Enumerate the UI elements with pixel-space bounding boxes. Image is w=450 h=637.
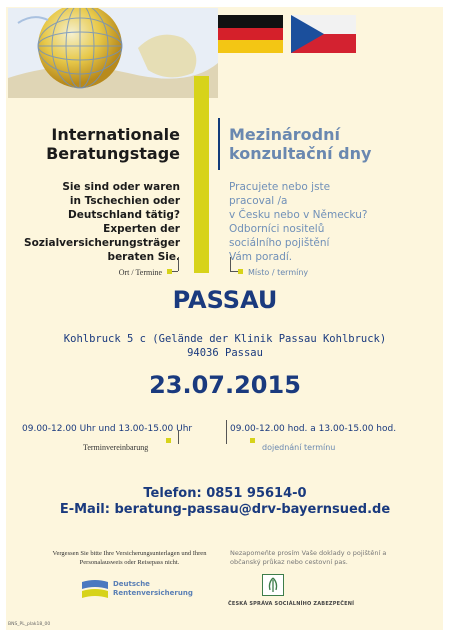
yellow-divider-bar xyxy=(194,76,209,273)
yellow-square-marker xyxy=(238,269,243,274)
yellow-square-marker xyxy=(166,438,171,443)
event-date: 23.07.2015 xyxy=(149,371,301,399)
footer-code: BNS_PL_plak18_00 xyxy=(8,622,51,627)
bracket-line xyxy=(230,271,238,272)
phone-number: Telefon: 0851 95614-0 xyxy=(143,486,307,501)
place-label-cz: Místo / termíny xyxy=(248,268,309,277)
czech-intro: Pracujete nebo jste pracoval /a v Česku nebo v Německu? Odborníci nositelů sociálního pojištění Vám poradí. xyxy=(229,181,368,263)
czech-flag-icon xyxy=(291,15,356,53)
email-address[interactable]: E-Mail: beratung-passau@drv-bayernsued.de xyxy=(59,502,391,517)
city-heading: PASSAU xyxy=(172,286,278,314)
bracket-line xyxy=(230,257,231,271)
appointment-label-cz: dojednání termínu xyxy=(262,443,336,452)
bracket-line xyxy=(178,257,179,271)
time-de: 09.00-12.00 Uhr und 13.00-15.00 Uhr xyxy=(22,424,193,434)
globe-icon xyxy=(8,8,218,98)
german-flag-icon xyxy=(218,15,283,53)
blue-divider-bar xyxy=(218,118,220,170)
address: Kohlbruck 5 c (Gelände der Klinik Passau Kohlbruck) 94036 Passau xyxy=(63,333,387,359)
appointment-label-de: Terminvereinbarung xyxy=(83,443,149,452)
note-de: Vergessen Sie bitte Ihre Versicherungsunterlagen und Ihren Personalausweis oder Reisepass nicht. xyxy=(52,550,207,566)
bracket-line xyxy=(178,430,179,444)
german-intro: Sie sind oder waren in Tschechien oder Deutschland tätig? Experten der Sozialversicherungsträger beraten Sie. xyxy=(24,181,180,263)
globe-banner-image xyxy=(8,8,218,98)
yellow-square-marker xyxy=(167,269,172,274)
note-cz: Nezapomeňte prosím Vaše doklady o pojištění a občanský průkaz nebo cestovní pas. xyxy=(230,549,387,566)
cssz-logo-icon xyxy=(262,574,284,596)
drv-logo-icon xyxy=(80,578,110,602)
bracket-line xyxy=(226,420,227,444)
czech-title: Mezinárodní konzultační dny xyxy=(229,125,372,163)
time-cz: 09.00-12.00 hod. a 13.00-15.00 hod. xyxy=(230,424,397,434)
poster-background xyxy=(6,7,443,630)
yellow-square-marker xyxy=(250,438,255,443)
place-label-de: Ort / Termine xyxy=(118,268,162,277)
german-title: Internationale Beratungstage xyxy=(46,125,180,163)
cssz-logo-text: ČESKÁ SPRÁVA SOCIÁLNÍHO ZABEZPEČENÍ xyxy=(228,601,355,607)
drv-logo-text: Deutsche Rentenversicherung xyxy=(113,580,193,597)
